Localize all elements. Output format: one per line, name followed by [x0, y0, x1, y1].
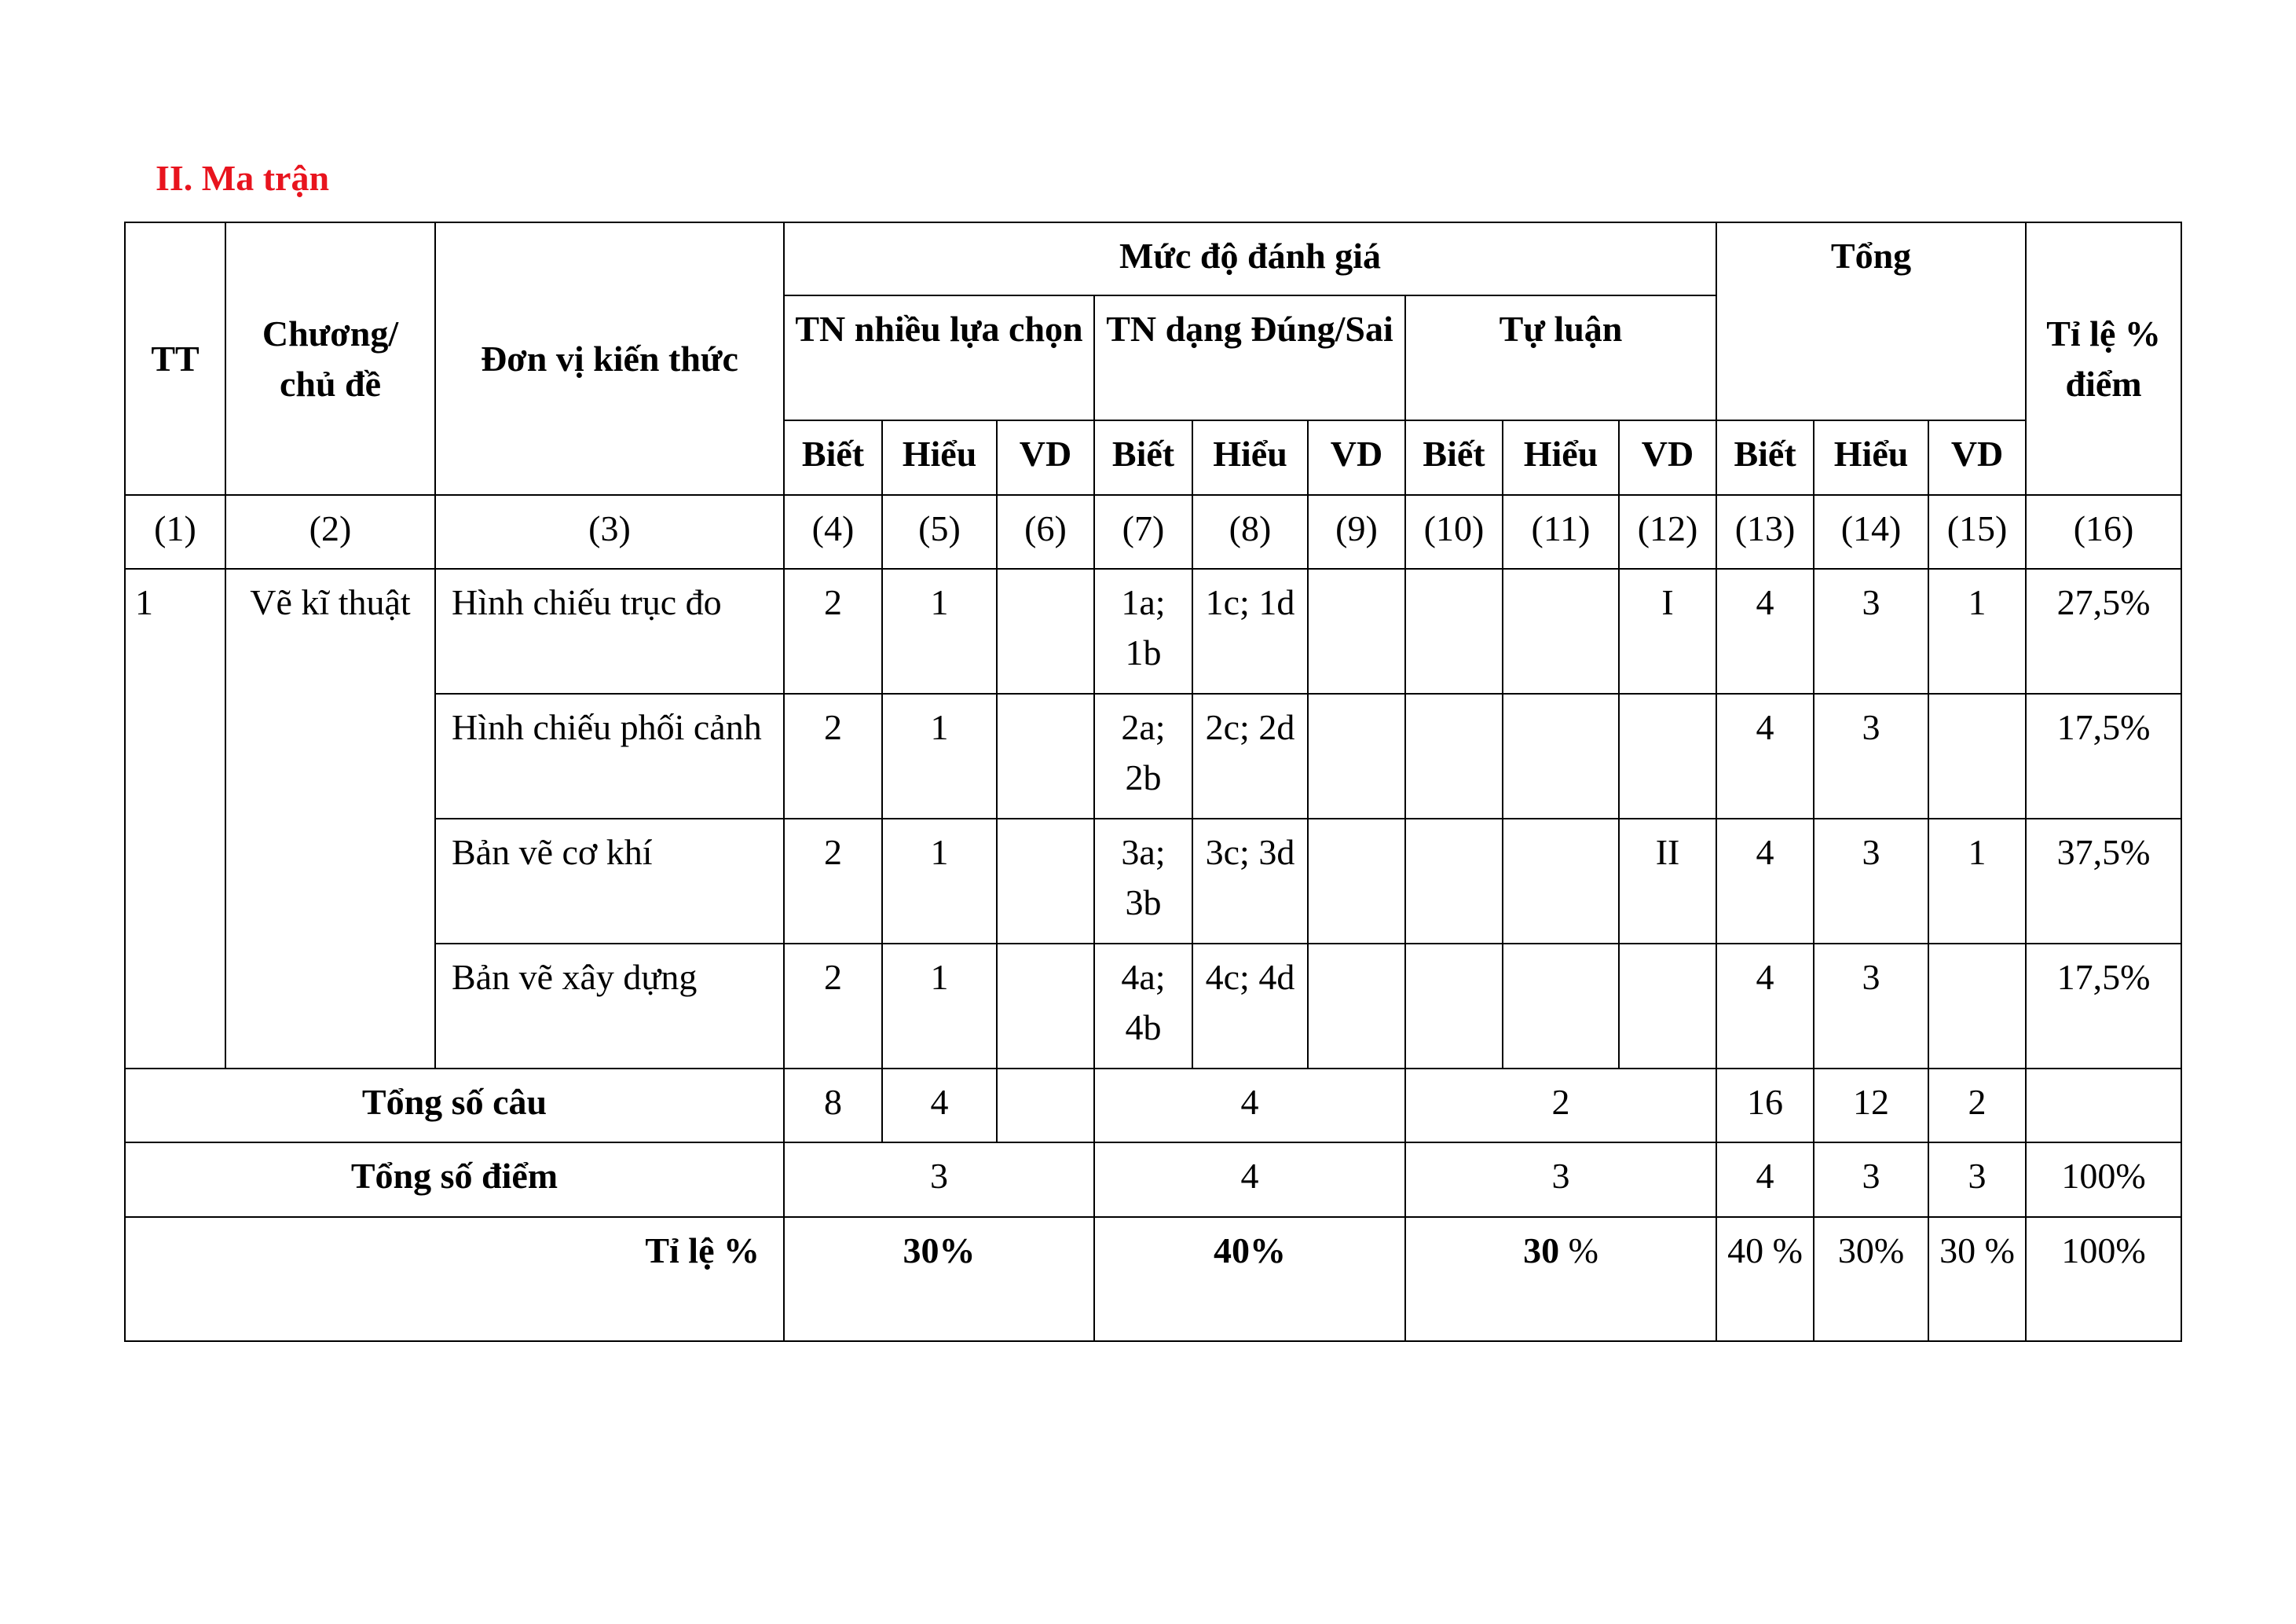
cell: 27,5%: [2026, 569, 2181, 694]
cell: 17,5%: [2026, 694, 2181, 819]
cell: [1405, 569, 1503, 694]
col-number: (10): [1405, 495, 1503, 569]
cell: 4: [1716, 1142, 1814, 1217]
cell: 4: [1094, 1069, 1405, 1142]
cell: 3: [1814, 1142, 1928, 1217]
col-number: (12): [1619, 495, 1716, 569]
col-number: (4): [784, 495, 882, 569]
header-assessment-level: Mức độ đánh giá: [784, 222, 1716, 295]
cell: 2c; 2d: [1192, 694, 1308, 819]
cell: 3: [1814, 694, 1928, 819]
cell: 30%: [1814, 1217, 1928, 1341]
cell: [1405, 1217, 1716, 1341]
col-number: (2): [225, 495, 435, 569]
row-chapter: Vẽ kĩ thuật: [225, 569, 435, 1069]
level-cell: Hiểu: [1814, 420, 1928, 495]
cell: 3: [1405, 1142, 1716, 1217]
cell: [1503, 694, 1619, 819]
cell: 4: [882, 1069, 997, 1142]
cell: 3c; 3d: [1192, 819, 1308, 944]
cell: [1928, 694, 2026, 819]
cell: 100%: [2026, 1217, 2181, 1341]
level-cell: Hiểu: [1503, 420, 1619, 495]
cell: 2: [1928, 1069, 2026, 1142]
total-points-row: [125, 1142, 2181, 1217]
col-number: (13): [1716, 495, 1814, 569]
column-number-row: [125, 495, 2181, 569]
cell: [997, 694, 1094, 819]
assessment-matrix-table: [124, 222, 2182, 1342]
level-cell: Hiểu: [882, 420, 997, 495]
header-tt: TT: [125, 222, 225, 495]
header-chapter: Chương/ chủ đề: [225, 222, 435, 495]
header-total: Tổng: [1716, 222, 2026, 420]
row-unit: Bản vẽ xây dựng: [435, 944, 784, 1069]
header-tn-multi: TN nhiều lựa chọn: [784, 295, 1094, 420]
col-number: (6): [997, 495, 1094, 569]
cell: 30 %: [1928, 1217, 2026, 1341]
cell: II: [1619, 819, 1716, 944]
level-cell: VD: [1928, 420, 2026, 495]
level-cell: VD: [997, 420, 1094, 495]
cell: [1308, 694, 1405, 819]
cell: 30%: [784, 1217, 1094, 1341]
ratio-label: Tỉ lệ %: [125, 1217, 784, 1341]
cell: 12: [1814, 1069, 1928, 1142]
cell: [997, 819, 1094, 944]
col-number: (11): [1503, 495, 1619, 569]
cell: 40 %: [1716, 1217, 1814, 1341]
cell: [1308, 569, 1405, 694]
total-questions-row: [125, 1069, 2181, 1142]
cell: [997, 944, 1094, 1069]
table-row: [125, 569, 2181, 694]
cell: 2: [784, 944, 882, 1069]
header-tn-truefalse: TN dạng Đúng/Sai: [1094, 295, 1405, 420]
cell: 37,5%: [2026, 819, 2181, 944]
cell: 8: [784, 1069, 882, 1142]
level-cell: VD: [1619, 420, 1716, 495]
cell: 1: [882, 944, 997, 1069]
cell: [1405, 819, 1503, 944]
header-row-1: [125, 222, 2181, 295]
col-number: (5): [882, 495, 997, 569]
row-tt: 1: [125, 569, 225, 1069]
cell: 3a; 3b: [1094, 819, 1192, 944]
cell: 1c; 1d: [1192, 569, 1308, 694]
col-number: (1): [125, 495, 225, 569]
header-ratio: Tỉ lệ % điểm: [2026, 222, 2181, 495]
row-unit: Bản vẽ cơ khí: [435, 819, 784, 944]
cell: [997, 1069, 1094, 1142]
level-cell: Biết: [784, 420, 882, 495]
cell: 4c; 4d: [1192, 944, 1308, 1069]
cell: [1405, 694, 1503, 819]
col-number: (16): [2026, 495, 2181, 569]
cell: [1503, 819, 1619, 944]
cell: 4: [1716, 694, 1814, 819]
cell: [1619, 694, 1716, 819]
cell: [997, 569, 1094, 694]
cell: [1308, 944, 1405, 1069]
level-cell: Hiểu: [1192, 420, 1308, 495]
col-number: (8): [1192, 495, 1308, 569]
cell: 1: [1928, 819, 2026, 944]
level-cell: Biết: [1094, 420, 1192, 495]
essay-ratio-number: 30: [1523, 1230, 1560, 1270]
cell: 1: [882, 819, 997, 944]
cell: [1503, 569, 1619, 694]
cell: 3: [1928, 1142, 2026, 1217]
cell: [1619, 944, 1716, 1069]
cell: 2a; 2b: [1094, 694, 1192, 819]
cell: 3: [1814, 569, 1928, 694]
total-points-label: Tổng số điểm: [125, 1142, 784, 1217]
cell: 2: [1405, 1069, 1716, 1142]
cell: 1: [1928, 569, 2026, 694]
essay-ratio-percent: %: [1559, 1230, 1598, 1270]
cell: [1405, 944, 1503, 1069]
cell: I: [1619, 569, 1716, 694]
cell: 17,5%: [2026, 944, 2181, 1069]
cell: [1503, 944, 1619, 1069]
cell: [1928, 944, 2026, 1069]
cell: 2: [784, 694, 882, 819]
cell: 4: [1716, 569, 1814, 694]
cell: 1a; 1b: [1094, 569, 1192, 694]
cell: 4: [1094, 1142, 1405, 1217]
cell: 3: [1814, 944, 1928, 1069]
cell: [2026, 1069, 2181, 1142]
cell: [1308, 819, 1405, 944]
section-title: II. Ma trận: [156, 158, 330, 198]
level-cell: Biết: [1405, 420, 1503, 495]
cell: 2: [784, 819, 882, 944]
col-number: (3): [435, 495, 784, 569]
col-number: (15): [1928, 495, 2026, 569]
cell: 2: [784, 569, 882, 694]
level-cell: Biết: [1716, 420, 1814, 495]
cell: 3: [784, 1142, 1094, 1217]
header-unit: Đơn vị kiến thức: [435, 222, 784, 495]
cell: 1: [882, 569, 997, 694]
col-number: (7): [1094, 495, 1192, 569]
cell: 16: [1716, 1069, 1814, 1142]
total-questions-label: Tổng số câu: [125, 1069, 784, 1142]
cell: 40%: [1094, 1217, 1405, 1341]
col-number: (9): [1308, 495, 1405, 569]
col-number: (14): [1814, 495, 1928, 569]
cell: 3: [1814, 819, 1928, 944]
level-cell: VD: [1308, 420, 1405, 495]
row-unit: Hình chiếu phối cảnh: [435, 694, 784, 819]
cell: 100%: [2026, 1142, 2181, 1217]
cell: 4: [1716, 819, 1814, 944]
header-essay: Tự luận: [1405, 295, 1716, 420]
row-unit: Hình chiếu trục đo: [435, 569, 784, 694]
ratio-row: [125, 1217, 2181, 1341]
cell: 1: [882, 694, 997, 819]
cell: 4: [1716, 944, 1814, 1069]
cell: 4a; 4b: [1094, 944, 1192, 1069]
